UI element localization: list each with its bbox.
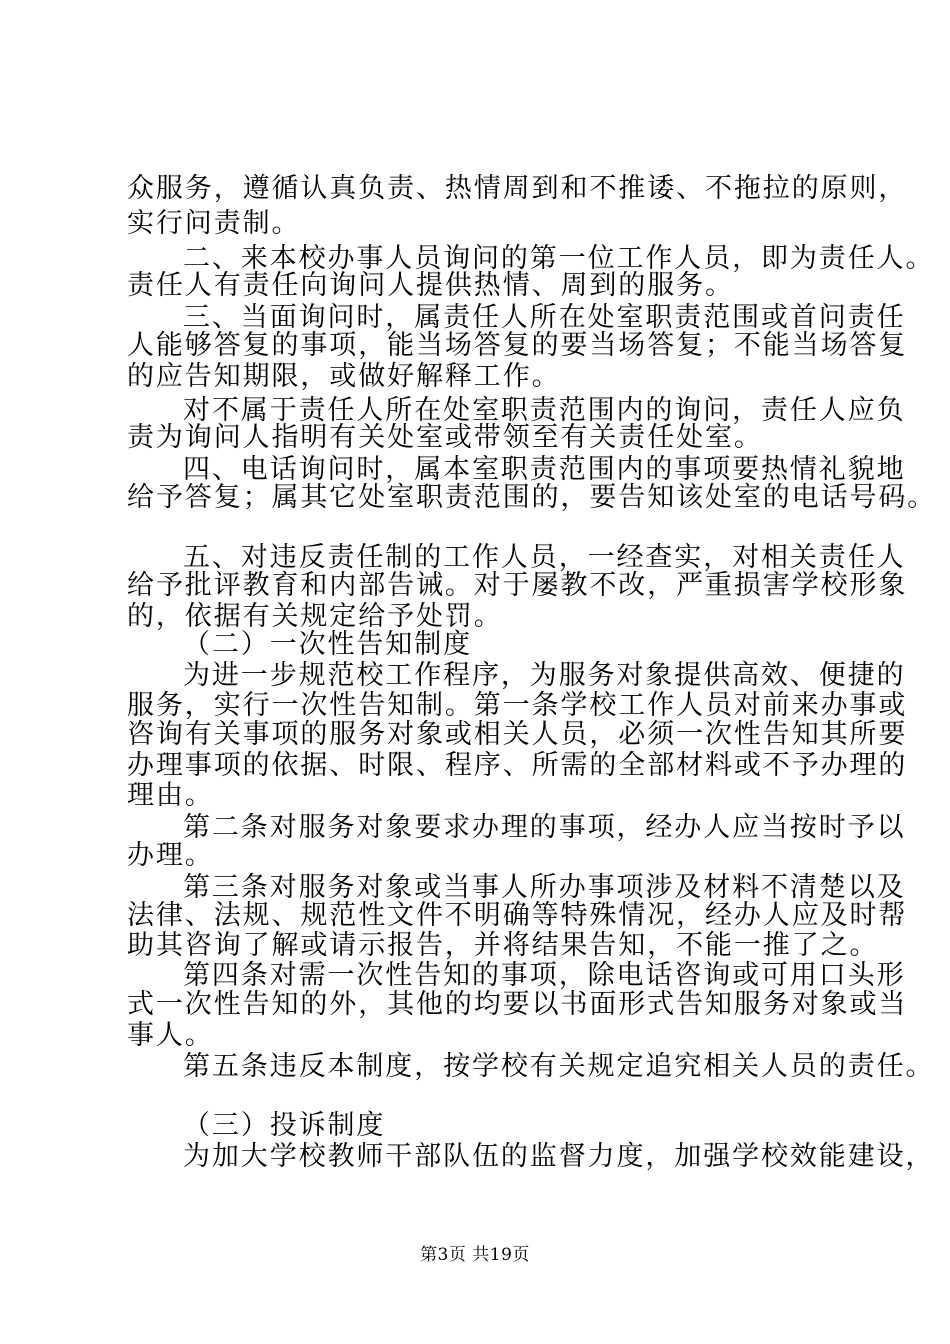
text-line: 服务，实行一次性告知制。第一条学校工作人员对前来办事或 — [127, 690, 908, 721]
text-line: 为加大学校教师干部队伍的监督力度，加强学校效能建设， — [183, 1141, 935, 1172]
text-line: 第三条对服务对象或当事人所办事项涉及材料不清楚以及 — [183, 872, 906, 903]
text-line: 事人。 — [127, 1020, 214, 1051]
text-line: 对不属于责任人所在处室职责范围内的询问，责任人应负 — [183, 395, 906, 426]
text-line: 助其咨询了解或请示报告，并将结果告知，不能一推了之。 — [127, 930, 879, 961]
text-line: 的应告知期限，或做好解释工作。 — [127, 361, 561, 392]
text-line: 为进一步规范校工作程序，为服务对象提供高效、便捷的 — [183, 660, 906, 691]
section-heading: （三）投诉制度 — [183, 1110, 386, 1141]
text-line: 二、来本校办事人员询问的第一位工作人员，即为责任人。 — [183, 243, 935, 274]
text-line: 法律、法规、规范性文件不明确等特殊情况，经办人应及时帮 — [127, 900, 908, 931]
text-line: 的，依据有关规定给予处罚。 — [127, 601, 503, 632]
text-line: 三、当面询问时，属责任人所在处室职责范围或首问责任 — [183, 302, 906, 333]
text-line: 式一次性告知的外，其他的均要以书面形式告知服务对象或当 — [127, 989, 908, 1020]
text-line: 实行问责制。 — [127, 208, 301, 239]
text-line: 第二条对服务对象要求办理的事项，经办人应当按时予以 — [183, 812, 906, 843]
text-line: 责为询问人指明有关处室或带领至有关责任处室。 — [127, 422, 763, 453]
text-line: 众服务，遵循认真负责、热情周到和不推诿、不拖拉的原则， — [127, 173, 908, 204]
text-line: 四、电话询问时，属本室职责范围内的事项要热情礼貌地 — [183, 454, 906, 485]
text-line: 给予答复；属其它处室职责范围的，要告知该处室的电话号码。 — [127, 482, 937, 513]
text-line: 给予批评教育和内部告诫。对于屡教不改，严重损害学校形象 — [127, 570, 908, 601]
text-line: 第四条对需一次性告知的事项，除电话咨询或可用口头形 — [183, 960, 906, 991]
text-line: 办理。 — [127, 840, 214, 871]
section-heading: （二）一次性告知制度 — [183, 629, 472, 660]
text-line: 人能够答复的事项，能当场答复的要当场答复；不能当场答复 — [127, 330, 908, 361]
text-line: 办理事项的依据、时限、程序、所需的全部材料或不予办理的 — [127, 750, 908, 781]
text-line: 第五条违反本制度，按学校有关规定追究相关人员的责任。 — [183, 1051, 935, 1082]
page-number-footer: 第3页 共19页 — [420, 1245, 530, 1265]
text-line: 理由。 — [127, 780, 214, 811]
text-line: 责任人有责任向询问人提供热情、周到的服务。 — [127, 270, 734, 301]
text-line: 五、对违反责任制的工作人员，一经查实，对相关责任人 — [183, 542, 906, 573]
text-line: 咨询有关事项的服务对象或相关人员，必须一次性告知其所要 — [127, 719, 908, 750]
